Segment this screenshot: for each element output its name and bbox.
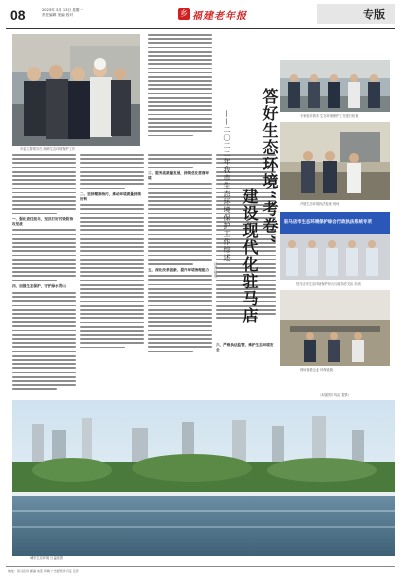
subhead: 四、加强生态保护，守护绿水青山 (12, 284, 66, 289)
photo-inspection-image (280, 60, 390, 112)
subhead: 一、强化责任担当，坚决打好污染防治攻坚战 (12, 217, 74, 226)
caption-facility: 现场查看企业 环保设施 (300, 368, 333, 372)
photo-officials-visit (12, 34, 140, 146)
article-column-7 (216, 340, 276, 355)
section-tab (317, 4, 395, 24)
headline-col-1: 答好生态环境“考卷” (260, 88, 279, 245)
photo-enforcement-image (280, 122, 390, 200)
logo-badge-icon: 乡 (180, 9, 188, 18)
photo-enforcement (280, 122, 390, 200)
article-column-2 (80, 154, 144, 351)
subhead: 六、严格执法监管，维护生态环境安全 (216, 343, 274, 352)
page-number: 08 (10, 7, 26, 23)
subhead: 五、深化改革创新，提升环境治理能力 (148, 267, 210, 272)
caption-officials: 市委主要领导在 调研生态环境保护工作 (20, 147, 76, 151)
caption-enforcement: 开展生态环境执法检查 现场 (300, 202, 340, 206)
subhead: 二、坚持精准治污，推动环境质量持续好转 (80, 192, 142, 201)
photo-city-panorama-image (12, 400, 395, 556)
article-column-4 (148, 34, 212, 139)
headline-text-1: 答好生态环境 (260, 88, 279, 190)
photo-training (280, 212, 390, 280)
issue-meta-line: 2023年 3月 13日 星期一 (42, 8, 83, 12)
masthead-logo (178, 7, 247, 23)
article-column-1 (12, 154, 76, 392)
header-rule (6, 28, 395, 29)
photo-facility (280, 290, 390, 366)
logo-text: 福建老年报 (192, 11, 247, 22)
photo-facility-image (280, 290, 390, 366)
issue-meta-line: 责任编辑 美编 校对 (42, 13, 74, 17)
photo-banner-text: 驻马店市生态环境保护综合行政执法系统专项 (284, 220, 372, 225)
caption-city: 城市生态环境 日益改善 (30, 556, 63, 560)
page-footer (6, 566, 395, 581)
headline-col-2 (238, 188, 261, 324)
page-header (6, 4, 395, 28)
headline-text-2: 建设现代化驻马店 (240, 188, 259, 324)
subhead: 三、服务高质量发展，持续优化营商环境 (148, 171, 210, 180)
article-column-3 (148, 154, 212, 355)
byline: 记者 报道 (214, 262, 218, 278)
headline-subtitle: ——二〇二二年我市生态环境保护工作综述 (223, 110, 231, 262)
photo-officials-visit-image (12, 34, 140, 146)
section-label: 专版 (363, 8, 385, 21)
caption-inspection: 专家组对我市 生态环境保护工作进行检查 (300, 114, 359, 118)
footer-text: 地址：驻马店市 邮编 电话 印刷 广告经营许可证 定价 (8, 569, 79, 573)
issue-meta (42, 8, 102, 18)
photo-inspection (280, 60, 390, 112)
headline-quote: 考卷 (260, 200, 279, 235)
caption-training: 驻马店市生态环境保护综合行政执法支队 培训 (296, 282, 361, 286)
photo-city-panorama (12, 400, 395, 556)
caption-credit: （本版图片均由 提供） (318, 393, 351, 397)
